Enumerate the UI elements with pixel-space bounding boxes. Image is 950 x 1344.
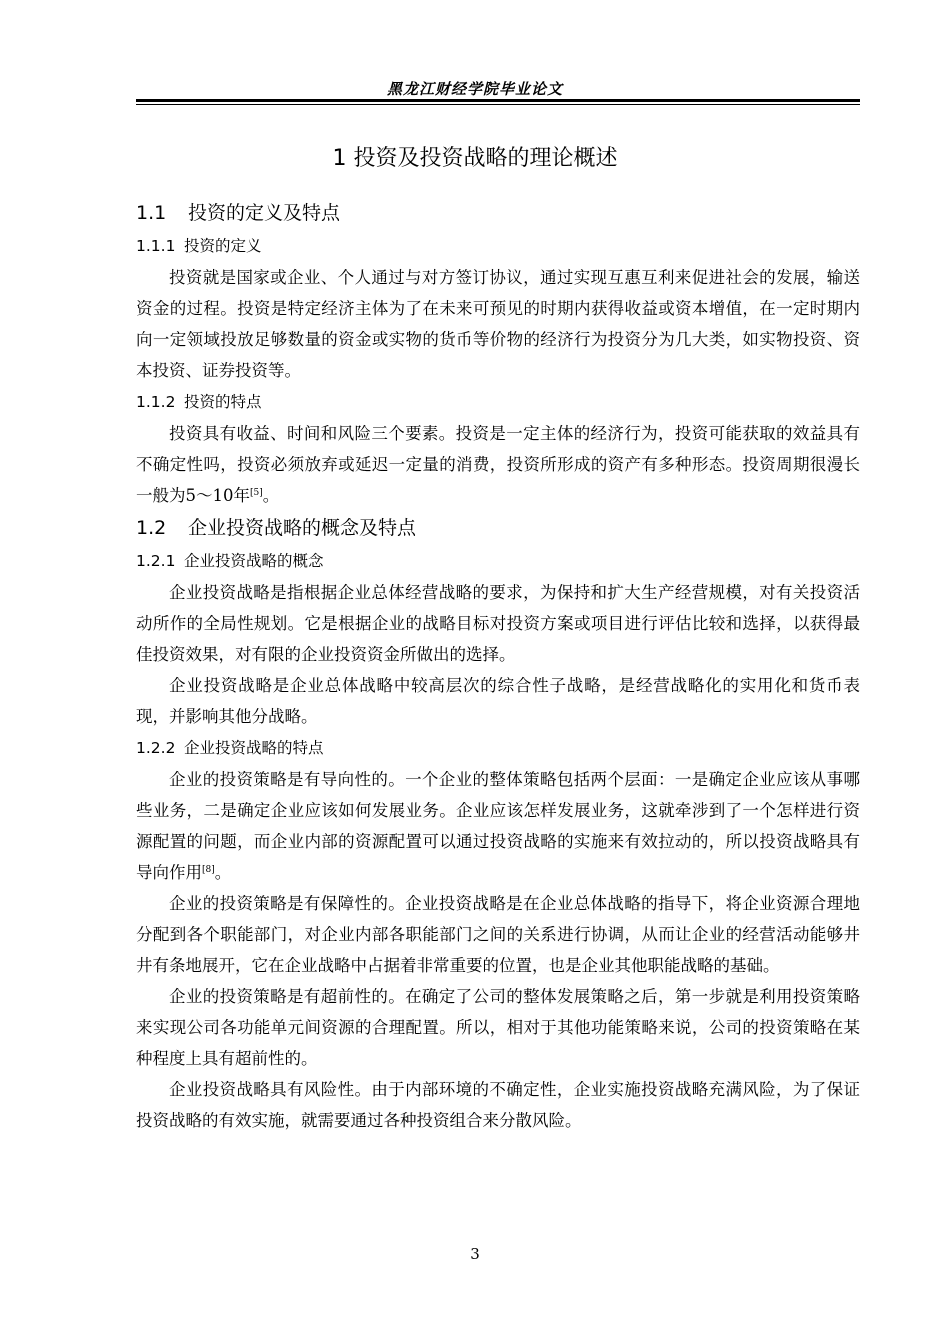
section-title: 投资的定义 bbox=[184, 237, 262, 255]
section-title: 投资的特点 bbox=[184, 393, 262, 411]
page-number: 3 bbox=[470, 1245, 480, 1263]
header-rule-thick bbox=[136, 99, 860, 102]
paragraph-end: 。 bbox=[214, 863, 232, 882]
section-number: 1.1.2 bbox=[136, 393, 176, 411]
paragraph-8: 企业投资战略具有风险性。由于内部环境的不确定性，企业实施投资战略充满风险，为了保证投资战略的有效实施，就需要通过各种投资组合来分散风险。 bbox=[136, 1080, 860, 1130]
section-heading-1-2 bbox=[136, 511, 860, 545]
paragraph-6: 企业的投资策略是有保障性的。企业投资战略是在企业总体战略的指导下，将企业资源合理地分配到各个职能部门，对企业内部各职能部门之间的关系进行协调，从而让企业的经营活动能够井井有条地展开，它在企业战略中占据着非常重要的位置，也是企业其他职能战略的基础。 bbox=[136, 894, 860, 975]
section-title: 企业投资战略的特点 bbox=[184, 739, 324, 757]
section-number: 1.2 bbox=[136, 517, 167, 539]
chapter-title: 1 投资及投资战略的理论概述 bbox=[332, 146, 618, 171]
subsection-heading-1-2-1 bbox=[136, 545, 860, 577]
running-header: 黑龙江财经学院毕业论文 bbox=[386, 80, 563, 98]
paragraph-5 bbox=[136, 764, 860, 888]
section-title: 企业投资战略的概念及特点 bbox=[188, 517, 417, 539]
paragraph-1: 投资就是国家或企业、个人通过与对方签订协议，通过实现互惠互利来促进社会的发展，输送资金的过程。投资是特定经济主体为了在未来可预见的时期内获得收益或资本增值，在一定时期内向一定领域投放足够数量的资金或实物的货币等价物的经济行为投资分为几大类，如实物投资、资本投资、证券投资等。 bbox=[136, 268, 860, 380]
subsection-heading-1-2-2 bbox=[136, 732, 860, 764]
subsection-heading-1-1-2 bbox=[136, 386, 860, 418]
citation-ref: [5] bbox=[250, 488, 263, 498]
section-number: 1.2.1 bbox=[136, 552, 176, 570]
section-number: 1.2.2 bbox=[136, 739, 176, 757]
subsection-heading-1-1-1 bbox=[136, 230, 860, 262]
paragraph-2 bbox=[136, 418, 860, 511]
paragraph-end: 。 bbox=[262, 486, 280, 505]
citation-ref: [8] bbox=[202, 865, 215, 875]
paragraph-4: 企业投资战略是企业总体战略中较高层次的综合性子战略，是经营战略化的实用化和货币表现，并影响其他分战略。 bbox=[136, 676, 860, 726]
paragraph-3: 企业投资战略是指根据企业总体经营战略的要求，为保持和扩大生产经营规模，对有关投资活动所作的全局性规划。它是根据企业的战略目标对投资方案或项目进行评估比较和选择，以获得最佳投资效果，对有限的企业投资资金所做出的选择。 bbox=[136, 583, 860, 664]
section-title: 企业投资战略的概念 bbox=[184, 552, 324, 570]
section-number: 1.1.1 bbox=[136, 237, 176, 255]
section-heading-1-1 bbox=[136, 196, 860, 230]
paragraph-text: 投资具有收益、时间和风险三个要素。投资是一定主体的经济行为，投资可能获取的效益具有不确定性吗，投资必须放弃或延迟一定量的消费，投资所形成的资产有多种形态。投资周期很漫长一般为5～10年 bbox=[136, 424, 860, 505]
paragraph-text: 企业的投资策略是有导向性的。一个企业的整体策略包括两个层面：一是确定企业应该从事哪些业务，二是确定企业应该如何发展业务。企业应该怎样发展业务，这就牵涉到了一个怎样进行资源配置的问题，而企业内部的资源配置可以通过投资战略的实施来有效拉动的，所以投资战略具有导向作用 bbox=[136, 770, 860, 882]
paragraph-7: 企业的投资策略是有超前性的。在确定了公司的整体发展策略之后，第一步就是利用投资策略来实现公司各功能单元间资源的合理配置。所以，相对于其他功能策略来说，公司的投资策略在某种程度上具有超前性的。 bbox=[136, 987, 860, 1068]
section-number: 1.1 bbox=[136, 202, 167, 224]
header-rule-thin bbox=[136, 104, 860, 105]
body-content bbox=[136, 196, 860, 1136]
section-title: 投资的定义及特点 bbox=[188, 202, 341, 224]
